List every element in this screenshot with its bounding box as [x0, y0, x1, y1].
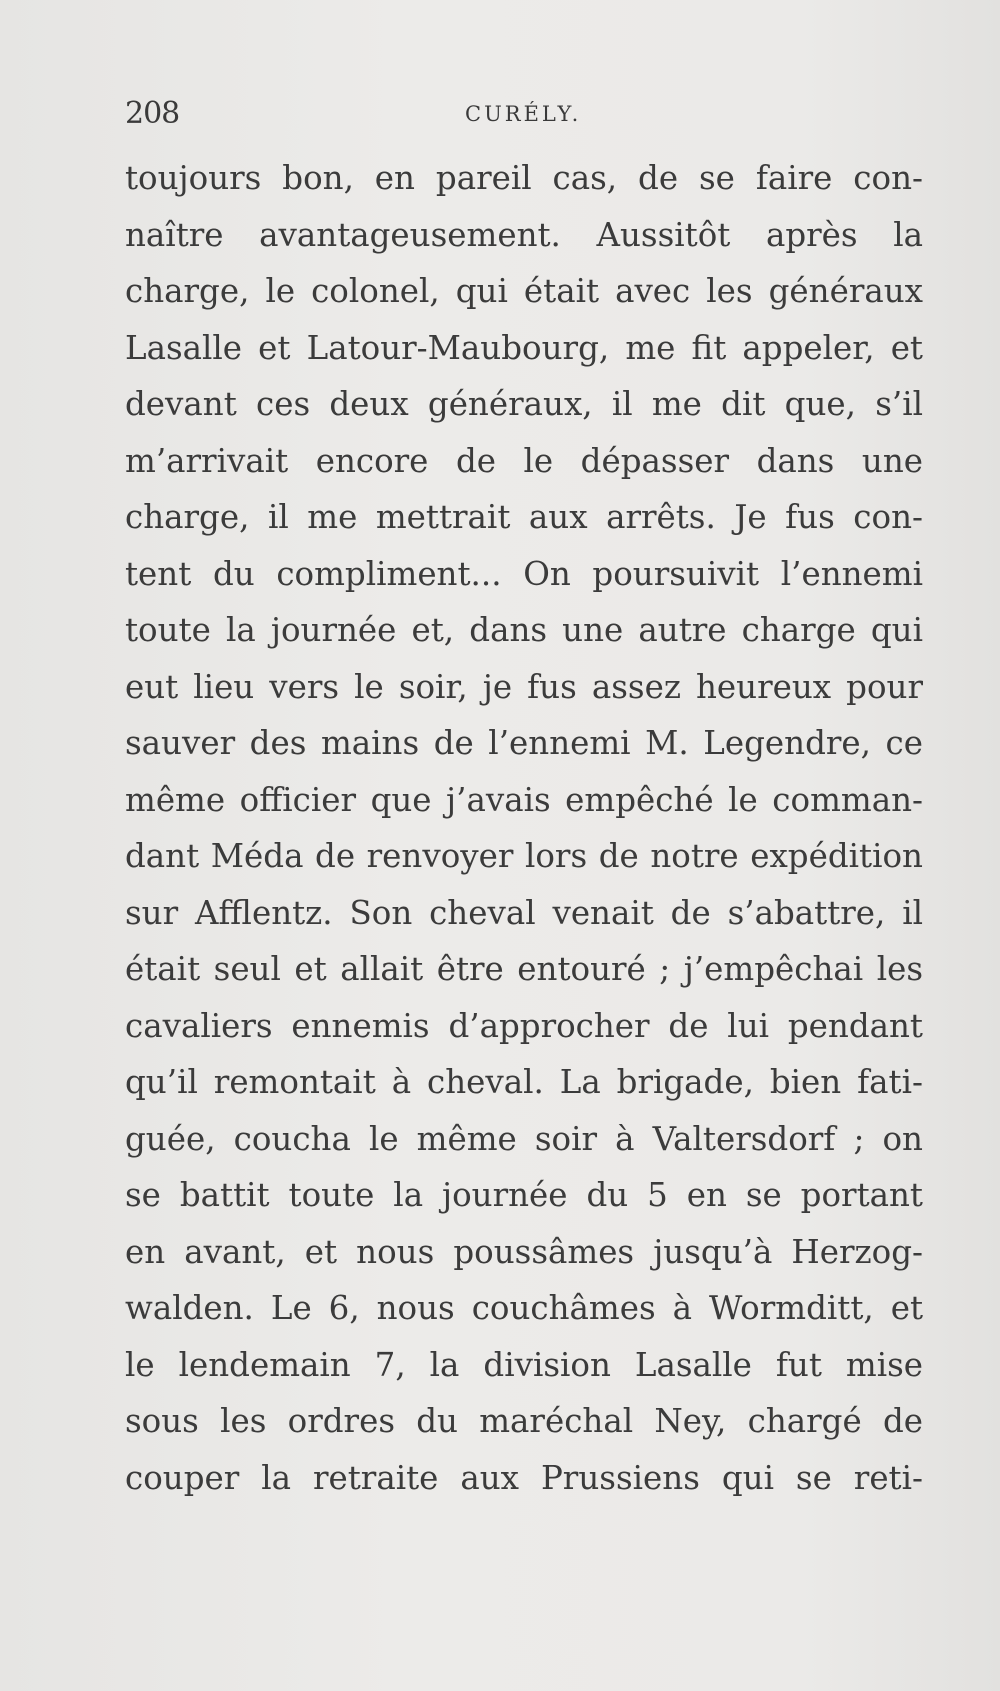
text-line: toujours bon, en pareil cas, de se faire con- — [125, 159, 923, 197]
text-line: walden. Le 6, nous couchâmes à Wormditt, et — [125, 1289, 923, 1327]
page-number: 208 — [125, 96, 180, 131]
text-line: couper la retraite aux Prussiens qui se reti- — [125, 1458, 923, 1497]
text-line: guée, coucha le même soir à Valtersdorf ; on — [125, 1119, 923, 1158]
text-line: se battit toute la journée du 5 en se portant — [125, 1176, 923, 1214]
text-line: sur Afflentz. Son cheval venait de s’abattre, il — [125, 893, 923, 932]
text-line: le lendemain 7, la division Lasalle fut mise — [125, 1345, 923, 1384]
text-line: charge, le colonel, qui était avec les généraux — [125, 272, 923, 310]
text-line: naître avantageusement. Aussitôt après la — [125, 215, 923, 254]
text-line: était seul et allait être entouré ; j’empêchai les — [125, 950, 923, 988]
text-line: cavaliers ennemis d’approcher de lui pendant — [125, 1006, 923, 1045]
text-line: devant ces deux généraux, il me dit que, s’il — [125, 385, 923, 423]
text-line: sauver des mains de l’ennemi M. Legendre, ce — [125, 724, 923, 762]
text-line: charge, il me mettrait aux arrêts. Je fus con- — [125, 498, 923, 536]
text-line: toute la journée et, dans une autre charge qui — [125, 611, 923, 649]
text-line: sous les ordres du maréchal Ney, chargé de — [125, 1402, 923, 1440]
page-header — [125, 96, 925, 136]
text-line: qu’il remontait à cheval. La brigade, bien fati- — [125, 1063, 923, 1101]
running-head: CURÉLY. — [465, 102, 582, 126]
body-text — [125, 150, 923, 1506]
text-line: même officier que j’avais empêché le comman- — [125, 780, 923, 819]
text-line: m’arrivait encore de le dépasser dans une — [125, 441, 923, 480]
text-line: en avant, et nous poussâmes jusqu’à Herzog- — [125, 1232, 923, 1271]
text-line: eut lieu vers le soir, je fus assez heureux pour — [125, 667, 923, 706]
text-line: dant Méda de renvoyer lors de notre expédition — [125, 837, 923, 875]
text-line: Lasalle et Latour-Maubourg, me fit appeler, et — [125, 328, 923, 367]
text-line: tent du compliment... On poursuivit l’ennemi — [125, 554, 923, 593]
